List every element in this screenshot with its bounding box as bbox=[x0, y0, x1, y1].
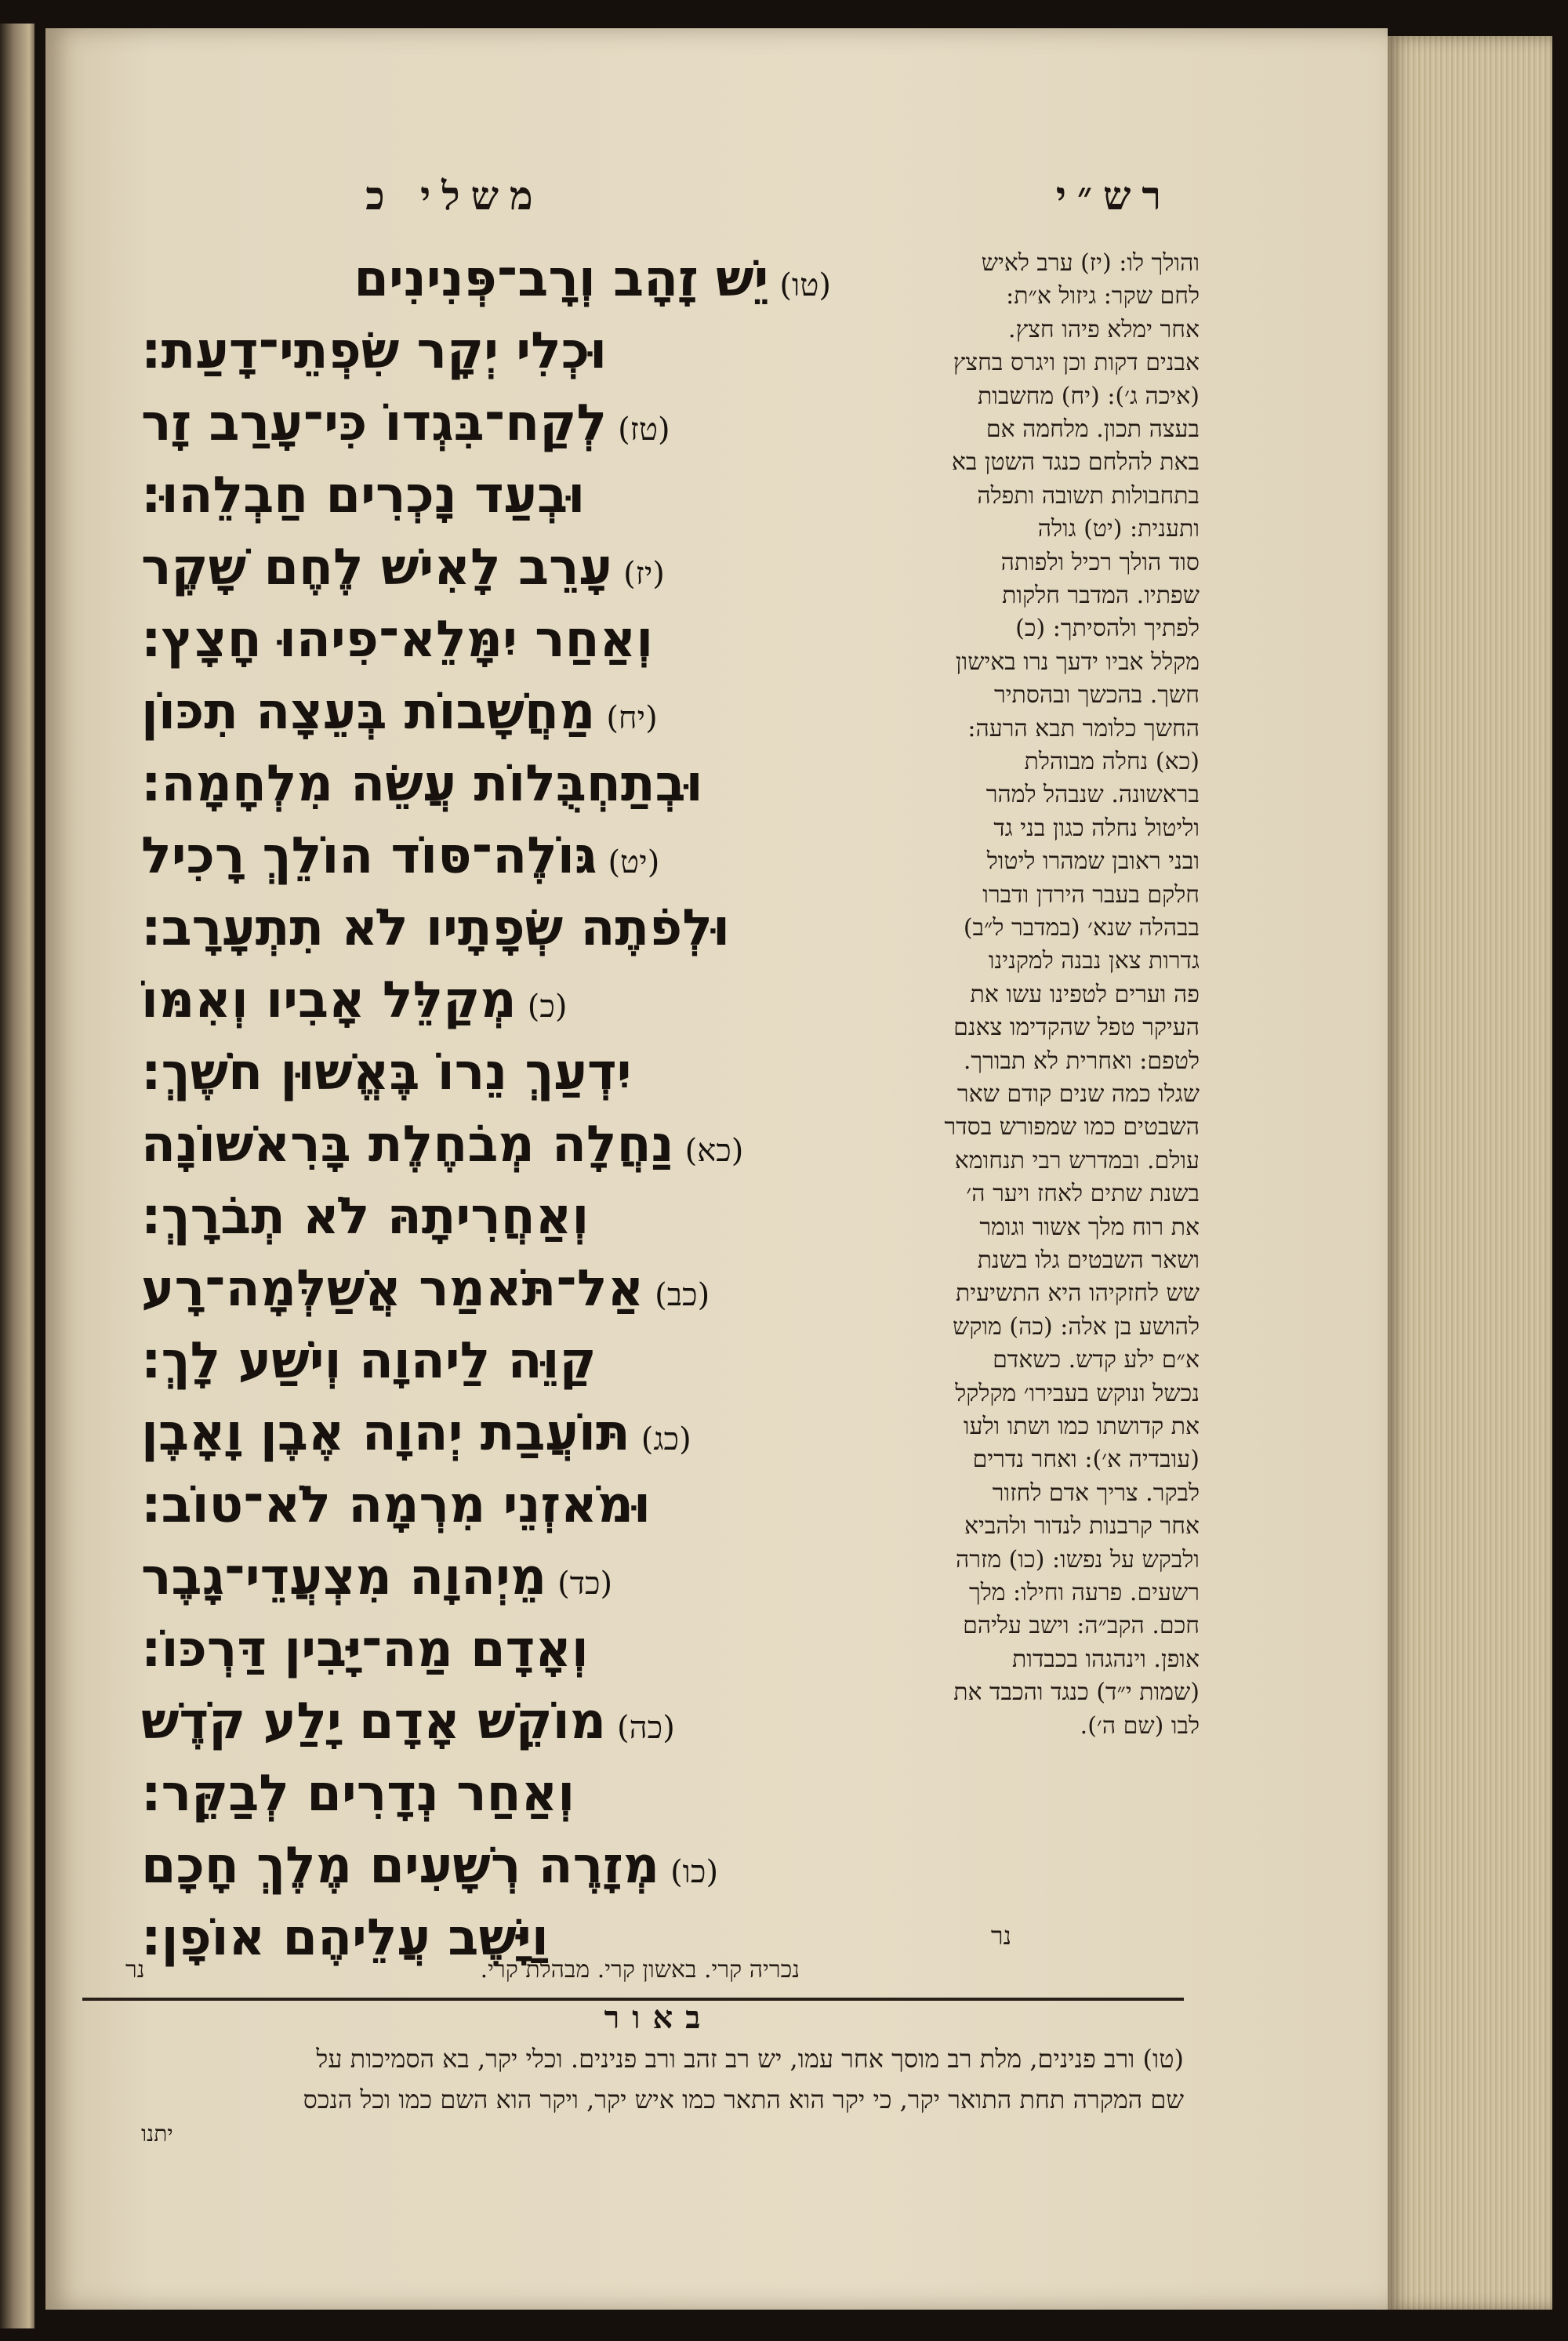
verse-line bbox=[141, 459, 831, 532]
rashi-line: סוד הולך רכיל ולפותה bbox=[1000, 548, 1200, 576]
beur-catchword: יתנו bbox=[141, 2121, 173, 2147]
verse-number: (כד) bbox=[557, 1566, 613, 1602]
verse-text: אַל־תֹּאמַר אֲשַׁלְּמָה־רָע bbox=[141, 1260, 644, 1318]
rashi-line: (עובדיה א׳): ואחר נדרים bbox=[972, 1446, 1200, 1474]
verse-line bbox=[141, 1397, 831, 1469]
verse-text: תּוֹעֲבַת יְהוָה אֶבֶן וָאָבֶן bbox=[141, 1404, 630, 1462]
rashi-line: בעצה תכון. מלחמה אם bbox=[985, 416, 1200, 443]
verse-number: (יח) bbox=[606, 700, 658, 736]
rashi-line: עולם. ובמדרש רבי תנחומא bbox=[954, 1146, 1200, 1174]
verse-number: (כו) bbox=[670, 1854, 719, 1890]
verse-number: (כ) bbox=[527, 989, 568, 1025]
verse-number: (יט) bbox=[608, 844, 660, 880]
main-catchword: נר bbox=[125, 1956, 145, 1983]
rashi-line: בבהלה שנא׳ (במדבר ל״ב) bbox=[963, 914, 1200, 942]
rashi-line: (איכה ג׳): (יח) מחשבות bbox=[978, 382, 1200, 410]
beur-line: (טו) ורב פנינים, מלת רב מוסך אחר עמו, יש רב זהב ורב פנינים. וכלי יקר, בא הסמיכות על bbox=[316, 2044, 1184, 2074]
rashi-catchword: נר bbox=[990, 1921, 1011, 1951]
verse-text: עָרֵב לָאִישׁ לֶחֶם שָׁקֶר bbox=[141, 539, 613, 597]
rashi-line: פה וערים לטפינו עשו את bbox=[970, 980, 1200, 1008]
verse-line bbox=[141, 315, 831, 387]
verse-text: יִדְעַךְ נֵרוֹ בֶּאֱשׁוּן חֹשֶׁךְ: bbox=[141, 1043, 632, 1102]
rashi-line: את רוח מלך אשור וגומר bbox=[979, 1213, 1200, 1241]
rashi-line: ולבקש על נפשו: (כו) מזרה bbox=[955, 1545, 1200, 1573]
rashi-line: אופן. וינהגהו בכבדות bbox=[1011, 1645, 1200, 1673]
rashi-line: נכשל ונוקש בעבירו׳ מקלקל bbox=[955, 1379, 1200, 1407]
verse-line bbox=[141, 1830, 831, 1902]
verse-text: וּלְפֹתֶה שְׂפָתָיו לֹא תִתְעָרָב: bbox=[141, 899, 730, 957]
rashi-line: א״ם ילע קדש. כשאדם bbox=[993, 1346, 1200, 1374]
verse-line bbox=[141, 1253, 831, 1325]
verse-line bbox=[141, 1613, 831, 1686]
verse-number: (טז) bbox=[618, 412, 670, 448]
verse-text: וּבְתַחְבֻּלוֹת עֲשֵׂה מִלְחָמָה: bbox=[141, 755, 703, 813]
rashi-line: להושע בן אלה: (כה) מוקש bbox=[953, 1312, 1200, 1341]
rashi-line: (שמות י״ד) כנגד והכבד את bbox=[953, 1679, 1200, 1707]
verse-number: (כב) bbox=[655, 1277, 710, 1313]
rashi-line: בשנת שתים לאחז ויער ה׳ bbox=[966, 1180, 1200, 1208]
rashi-line: מקלל אביו ידעך נרו באישון bbox=[955, 648, 1200, 676]
beur-title: באור bbox=[604, 1999, 713, 2036]
rashi-commentary bbox=[862, 247, 1200, 1933]
verse-text: נַחֲלָה מְבֹחֶלֶת בָּרִאשׁוֹנָה bbox=[141, 1116, 674, 1174]
verse-text: וְאַחֲרִיתָהּ לֹא תְבֹרָךְ: bbox=[141, 1188, 590, 1246]
rashi-line: לבקר. צריך אדם לחזור bbox=[992, 1479, 1200, 1507]
verse-line bbox=[141, 387, 831, 459]
rashi-line: אבנים דקות וכן ויגרס בחצץ bbox=[953, 349, 1200, 377]
rashi-line: שגלו כמה שנים קודם שאר bbox=[956, 1080, 1200, 1108]
verse-line bbox=[141, 604, 831, 676]
qere-note: נכריה קרי. באשון קרי. מבהלת קרי. bbox=[480, 1956, 800, 1983]
rashi-line: רשעים. פרעה וחילו: מלך bbox=[968, 1579, 1200, 1606]
rashi-line: ובני ראובן שמהרו ליטול bbox=[986, 847, 1200, 876]
verse-line bbox=[141, 676, 831, 748]
verse-text: וְאָדָם מַה־יָּבִין דַּרְכּוֹ: bbox=[141, 1621, 589, 1679]
verse-line bbox=[141, 964, 831, 1036]
rashi-line: והולך לו: (יז) ערב לאיש bbox=[981, 249, 1200, 277]
rashi-line: בתחבולות תשובה ותפלה bbox=[977, 481, 1200, 510]
rashi-line: לבו (שם ה׳). bbox=[1080, 1711, 1200, 1740]
verse-line bbox=[141, 532, 831, 604]
rashi-line: לפתיך ולהסיתך: (כ) bbox=[1015, 615, 1200, 643]
rashi-line: חשך. בהכשך ובהסתיר bbox=[993, 681, 1200, 710]
verse-text: מֵיְהוָה מִצְעֲדֵי־גָבֶר bbox=[141, 1548, 547, 1606]
verse-number: (כה) bbox=[617, 1710, 675, 1746]
rashi-line: אחר ימלא פיהו חצץ. bbox=[1008, 315, 1200, 343]
verse-line bbox=[141, 1541, 831, 1613]
verse-text: וּכְלִי יְקָר שִׂפְתֵי־דָעַת: bbox=[141, 322, 608, 380]
verse-number: (יז) bbox=[623, 556, 665, 592]
verse-text: לְקַח־בִּגְדוֹ כִּי־עָרַב זָר bbox=[141, 394, 608, 452]
verse-text: וְאַחַר יִמָּלֵא־פִיהוּ חָצָץ: bbox=[141, 611, 654, 669]
rashi-line: השבטים כמו שמפורש בסדר bbox=[944, 1113, 1200, 1141]
verse-text: וּמֹאזְנֵי מִרְמָה לֹא־טוֹב: bbox=[141, 1476, 651, 1534]
rashi-line: גדרות צאן נבנה למקנינו bbox=[988, 947, 1200, 975]
verse-text: מוֹקֵשׁ אָדָם יָלַע קֹדֶשׁ bbox=[141, 1693, 607, 1751]
rashi-line: שש לחזקיהו היא התשיעית bbox=[955, 1279, 1200, 1308]
verse-line bbox=[141, 243, 831, 315]
rashi-line: ושאר השבטים גלו בשנת bbox=[977, 1247, 1200, 1274]
verse-text: מְזָרֶה רְשָׁעִים מֶלֶךְ חָכָם bbox=[141, 1837, 660, 1895]
rashi-line: את קדושתו כמו ושתו ולעו bbox=[963, 1413, 1200, 1440]
verse-text: יֵשׁ זָהָב וְרָב־פְּנִינִים bbox=[354, 250, 769, 308]
rashi-line: חכם. הקב״ה: וישב עליהם bbox=[963, 1612, 1200, 1640]
verse-text: וְאַחַר נְדָרִים לְבַקֵּר: bbox=[141, 1765, 575, 1823]
rashi-line: לחם שקר: גיזול א״ת: bbox=[1006, 282, 1200, 310]
page-fore-edge bbox=[1388, 36, 1552, 2310]
verse-number: (כג) bbox=[641, 1421, 691, 1457]
verse-line bbox=[141, 1036, 831, 1109]
verse-line bbox=[141, 1325, 831, 1397]
rashi-header: רש״י bbox=[1055, 172, 1172, 219]
rashi-line: העיקר טפל שהקדימו צאנם bbox=[953, 1014, 1200, 1042]
left-page-edge bbox=[0, 24, 34, 2328]
rashi-line: לטפם: ואחרית לא תבורך. bbox=[963, 1047, 1200, 1075]
rashi-line: שפתיו. המדבר חלקות bbox=[1002, 582, 1200, 609]
verse-text: קַוֵּה לַיהוָה וְיֹשַׁע לָךְ: bbox=[141, 1332, 597, 1390]
verse-text: וּבְעַד נָכְרִים חַבְלֵהוּ: bbox=[141, 466, 586, 524]
rashi-line: ותענית: (יט) גולה bbox=[1037, 515, 1200, 543]
verse-line bbox=[141, 820, 831, 892]
verse-line bbox=[141, 1109, 831, 1181]
rashi-line: באת להלחם כנגד השטן בא bbox=[951, 448, 1200, 477]
verse-number: (טו) bbox=[779, 267, 831, 303]
verse-text: וַיָּשֶׁב עֲלֵיהֶם אוֹפָן: bbox=[141, 1909, 549, 1967]
verse-line bbox=[141, 1469, 831, 1541]
verse-number: (כא) bbox=[684, 1133, 744, 1169]
verse-text: מַחֲשָׁבוֹת בְּעֵצָה תִכּוֹן bbox=[141, 683, 596, 741]
verse-line bbox=[141, 1758, 831, 1830]
verse-column bbox=[141, 243, 831, 1983]
verse-line bbox=[141, 1686, 831, 1758]
verse-line bbox=[141, 1181, 831, 1253]
rashi-line: חלקם בעבר הירדן ודברו bbox=[982, 880, 1200, 909]
verse-line bbox=[141, 892, 831, 964]
verse-text: מְקַלֵּל אָבִיו וְאִמּוֹ bbox=[141, 971, 517, 1029]
rashi-line: (כא) נחלה מבוהלת bbox=[1024, 748, 1200, 775]
book-header: משלי כ bbox=[365, 172, 544, 219]
verse-text: גּוֹלֶה־סּוֹד הוֹלֵךְ רָכִיל bbox=[141, 827, 597, 885]
rashi-line: החשך כלומר תבא הרעה: bbox=[967, 714, 1200, 742]
rashi-line: בראשונה. שנבהל למהר bbox=[985, 781, 1200, 809]
rashi-line: אחר קרבנות לנדור ולהביא bbox=[964, 1512, 1200, 1541]
rashi-line: וליטול נחלה כגון בני גד bbox=[993, 814, 1200, 842]
verse-line bbox=[141, 748, 831, 820]
beur-line: שם המקרה תחת התואר יקר, כי יקר הוא התאר כמו איש יקר, ויקר הוא השם כמו וכל הנכס bbox=[303, 2085, 1184, 2114]
